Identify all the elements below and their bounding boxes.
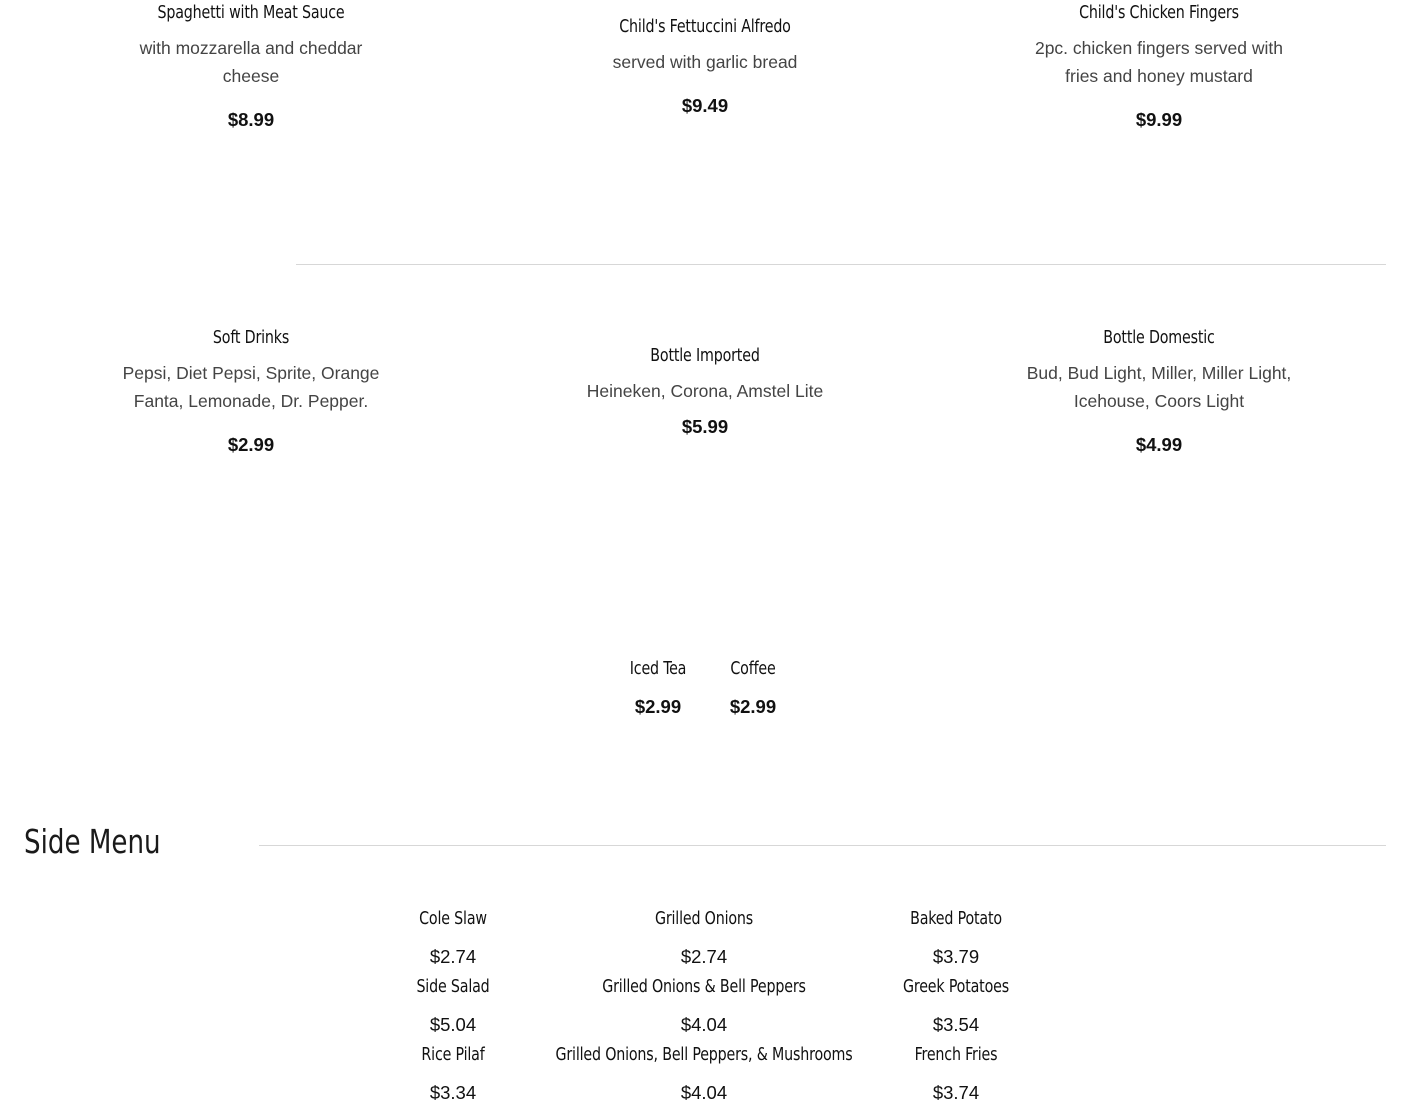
item-description: Pepsi, Diet Pepsi, Sprite, Orange [122, 363, 380, 383]
menu-item-coffee [703, 658, 803, 718]
menu-item-bottle-imported [530, 345, 880, 438]
section-title-side-menu: Side Menu [24, 822, 161, 861]
item-description: cheese [222, 66, 280, 86]
item-price: $3.79 [932, 946, 980, 967]
item-price: $4.99 [1135, 434, 1183, 455]
item-price: $2.74 [680, 946, 728, 967]
item-price: $5.99 [681, 416, 729, 437]
item-price: $2.99 [634, 696, 682, 717]
menu-item-bottle-domestic [984, 327, 1334, 456]
item-name: Grilled Onions, Bell Peppers, & Mushrooms [555, 1044, 853, 1065]
item-name: Child's Chicken Fingers [1079, 2, 1239, 23]
item-price: $5.04 [429, 1014, 477, 1035]
item-price: $3.34 [429, 1082, 477, 1103]
item-name: Coffee [730, 658, 776, 679]
item-price: $3.54 [932, 1014, 980, 1035]
item-name: Spaghetti with Meat Sauce [157, 2, 345, 23]
menu-item-fettuccini [530, 16, 880, 117]
item-price: $4.04 [680, 1014, 728, 1035]
item-price: $8.99 [227, 109, 275, 130]
item-description: fries and honey mustard [1065, 66, 1253, 86]
item-price: $9.99 [1135, 109, 1183, 130]
menu-item-chicken-fingers [984, 2, 1334, 131]
item-name: Cole Slaw [419, 908, 487, 929]
item-price: $3.74 [932, 1082, 980, 1103]
side-item-baked-potato [856, 908, 1056, 968]
menu-item-soft-drinks [76, 327, 426, 456]
side-item-grilled-onions-peppers-mushrooms [504, 1044, 904, 1104]
item-price: $2.74 [429, 946, 477, 967]
side-item-french-fries [856, 1044, 1056, 1104]
item-name: Greek Potatoes [903, 976, 1009, 997]
section-divider [259, 845, 1386, 846]
item-name: Side Salad [416, 976, 490, 997]
menu-item-iced-tea [608, 658, 708, 718]
side-item-cole-slaw [353, 908, 553, 968]
item-description: 2pc. chicken fingers served with [1034, 38, 1284, 58]
item-name: French Fries [914, 1044, 998, 1065]
item-description: Bud, Bud Light, Miller, Miller Light, [1026, 363, 1292, 383]
menu-item-spaghetti [76, 2, 426, 131]
item-price: $2.99 [227, 434, 275, 455]
item-name: Child's Fettuccini Alfredo [619, 16, 791, 37]
item-description: Fanta, Lemonade, Dr. Pepper. [133, 391, 369, 411]
item-price: $9.49 [681, 95, 729, 116]
item-name: Bottle Domestic [1103, 327, 1215, 348]
item-price: $2.99 [729, 696, 777, 717]
item-name: Baked Potato [910, 908, 1002, 929]
item-name: Grilled Onions & Bell Peppers [602, 976, 806, 997]
item-description: with mozzarella and cheddar [139, 38, 363, 58]
item-description: Icehouse, Coors Light [1073, 391, 1245, 411]
item-description: Heineken, Corona, Amstel Lite [586, 381, 824, 401]
side-item-side-salad [353, 976, 553, 1036]
side-item-grilled-onions-peppers [529, 976, 879, 1036]
item-name: Rice Pilaf [421, 1044, 485, 1065]
section-divider [296, 264, 1386, 265]
item-price: $4.04 [680, 1082, 728, 1103]
item-name: Iced Tea [629, 658, 687, 679]
item-name: Soft Drinks [212, 327, 290, 348]
item-name: Bottle Imported [650, 345, 760, 366]
item-name: Grilled Onions [654, 908, 754, 929]
item-description: served with garlic bread [612, 52, 798, 72]
side-item-grilled-onions [529, 908, 879, 968]
side-item-greek-potatoes [856, 976, 1056, 1036]
